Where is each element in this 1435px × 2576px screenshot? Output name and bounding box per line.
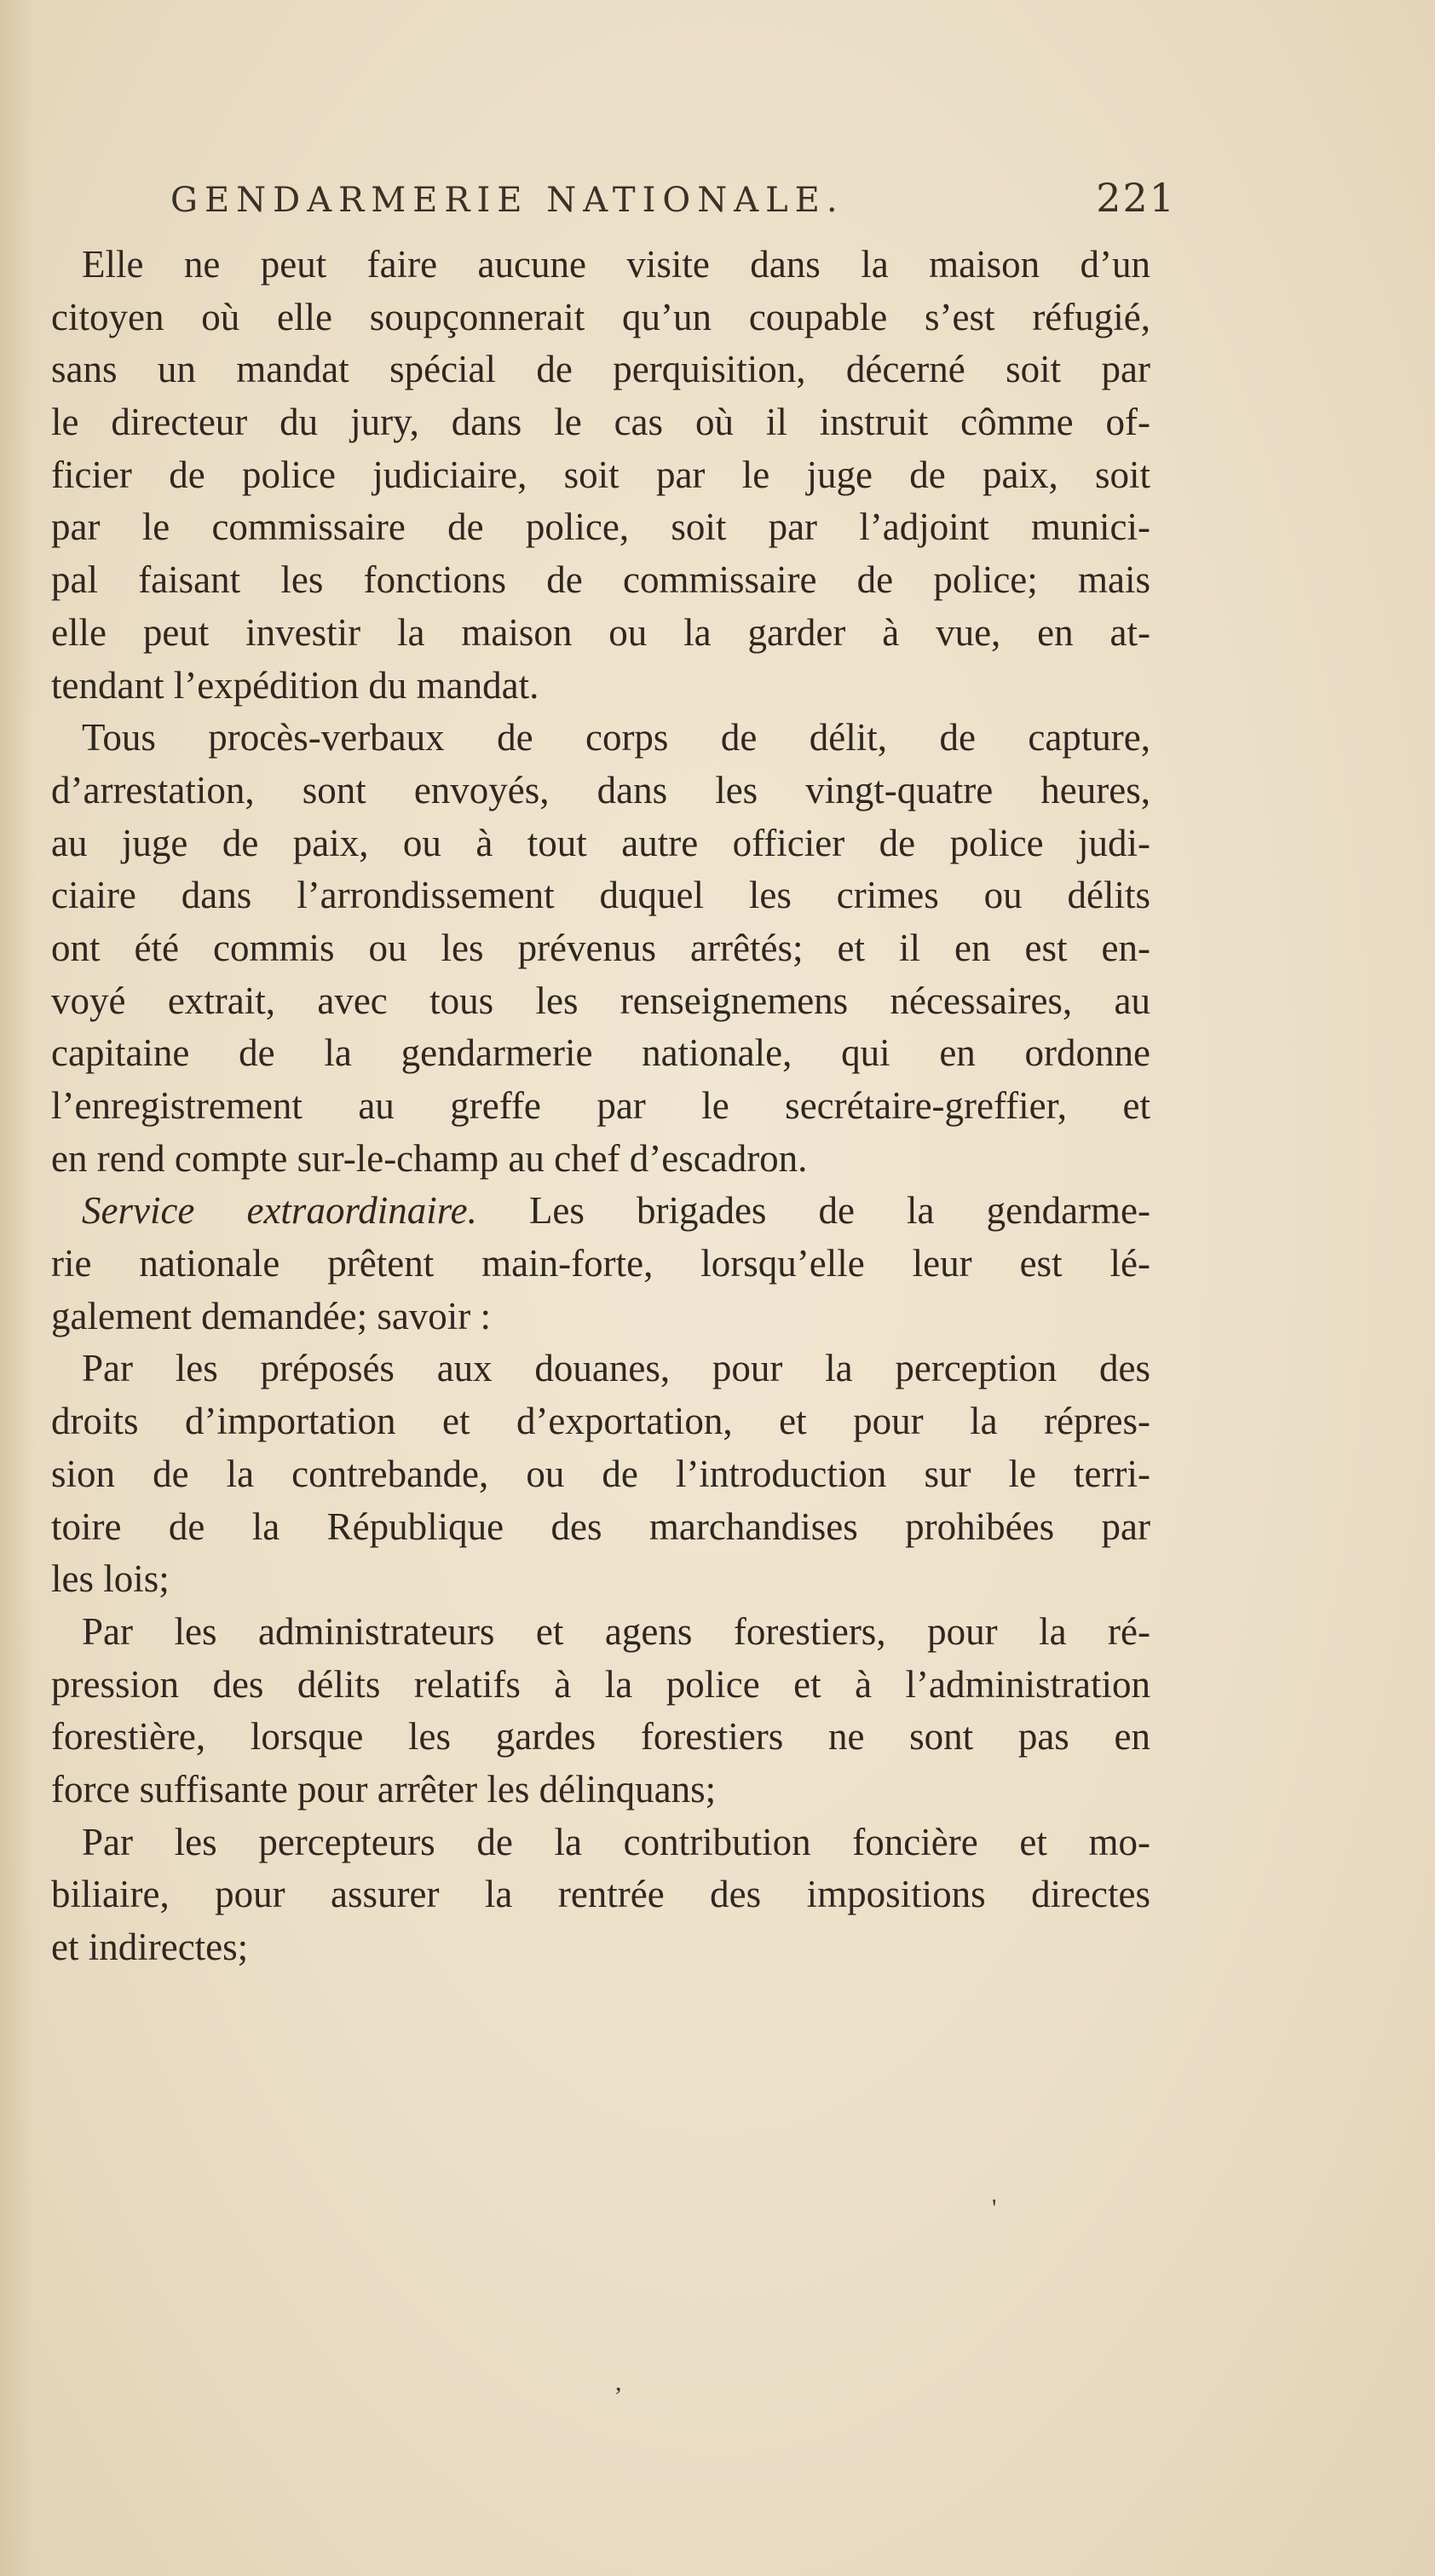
ink-speck-mark: ' <box>992 2194 997 2222</box>
text-line: pal faisant les fonctions de commissaire de police; mais <box>51 558 1150 602</box>
text-line: l’enregistrement au greffe par le secrétaire-greffier, et <box>51 1084 1150 1127</box>
text-line: capitaine de la gendarmerie nationale, qui en ordonne <box>51 1031 1150 1075</box>
text-line: sion de la contrebande, ou de l’introduction sur le terri- <box>51 1452 1150 1495</box>
text-line: galement demandée; savoir : <box>51 1294 492 1337</box>
text-line: en rend compte sur-le-champ au chef d’escadron. <box>51 1136 808 1180</box>
text-line: Par les percepteurs de la contribution foncière et mo- <box>82 1820 1150 1863</box>
text-line: tendant l’expédition du mandat. <box>51 663 539 707</box>
page-gutter-shadow <box>0 0 34 2576</box>
text-line: voyé extrait, avec tous les renseignemens nécessaires, au <box>51 979 1150 1022</box>
running-title: GENDARMERIE NATIONALE. <box>170 181 844 220</box>
text-line: au juge de paix, ou à tout autre officier de police judi- <box>51 821 1150 864</box>
text-line: forestière, lorsque les gardes forestiers ne sont pas en <box>51 1715 1150 1759</box>
side-heading: Service extraordinaire. <box>82 1189 477 1233</box>
text-line: ciaire dans l’arrondissement duquel les crimes ou délits <box>51 874 1150 917</box>
text-line-run: Les brigades de la gendarme- <box>528 1189 1150 1233</box>
text-line: les lois; <box>51 1557 170 1601</box>
text-line: Par les préposés aux douanes, pour la perception des <box>82 1347 1150 1390</box>
text-line: Elle ne peut faire aucune visite dans la maison d’un <box>82 243 1150 286</box>
text-line: d’arrestation, sont envoyés, dans les vingt-quatre heures, <box>51 768 1150 811</box>
text-line: par le commissaire de police, soit par l’adjoint munici- <box>51 505 1150 549</box>
text-line: biliaire, pour assurer la rentrée des impositions directes <box>51 1873 1150 1916</box>
text-line: et indirectes; <box>51 1926 249 1968</box>
text-line: ficier de police judiciaire, soit par le juge de paix, soit <box>51 453 1150 496</box>
text-line: pression des délits relatifs à la police et à l’administration <box>51 1662 1150 1706</box>
text-line: rie nationale prêtent main-forte, lorsqu’elle leur est lé- <box>51 1242 1150 1285</box>
text-line: Tous procès-verbaux de corps de délit, de capture, <box>82 716 1150 760</box>
text-line: Par les administrateurs et agens forestiers, pour la ré- <box>82 1609 1150 1653</box>
text-line: force suffisante pour arrêter les délinquans; <box>51 1767 717 1811</box>
text-line: sans un mandat spécial de perquisition, décerné soit par <box>51 348 1150 391</box>
page-number: 221 <box>1096 175 1176 221</box>
text-line: citoyen où elle soupçonnerait qu’un coupable s’est réfugié, <box>51 295 1150 338</box>
ink-speck-mark: , <box>615 2368 622 2396</box>
text-line: ont été commis ou les prévenus arrêtés; et il en est en- <box>51 926 1150 969</box>
text-line: elle peut investir la maison ou la garder à vue, en at- <box>51 610 1150 654</box>
body-text <box>51 239 1150 1974</box>
text-line: toire de la République des marchandises prohibées par <box>51 1505 1150 1548</box>
running-head <box>170 175 1176 234</box>
text-line-with-side-heading <box>51 1185 1150 1238</box>
text-line: droits d’importation et d’exportation, et pour la répres- <box>51 1400 1150 1443</box>
text-line: le directeur du jury, dans le cas où il instruit cômme of- <box>51 401 1150 444</box>
